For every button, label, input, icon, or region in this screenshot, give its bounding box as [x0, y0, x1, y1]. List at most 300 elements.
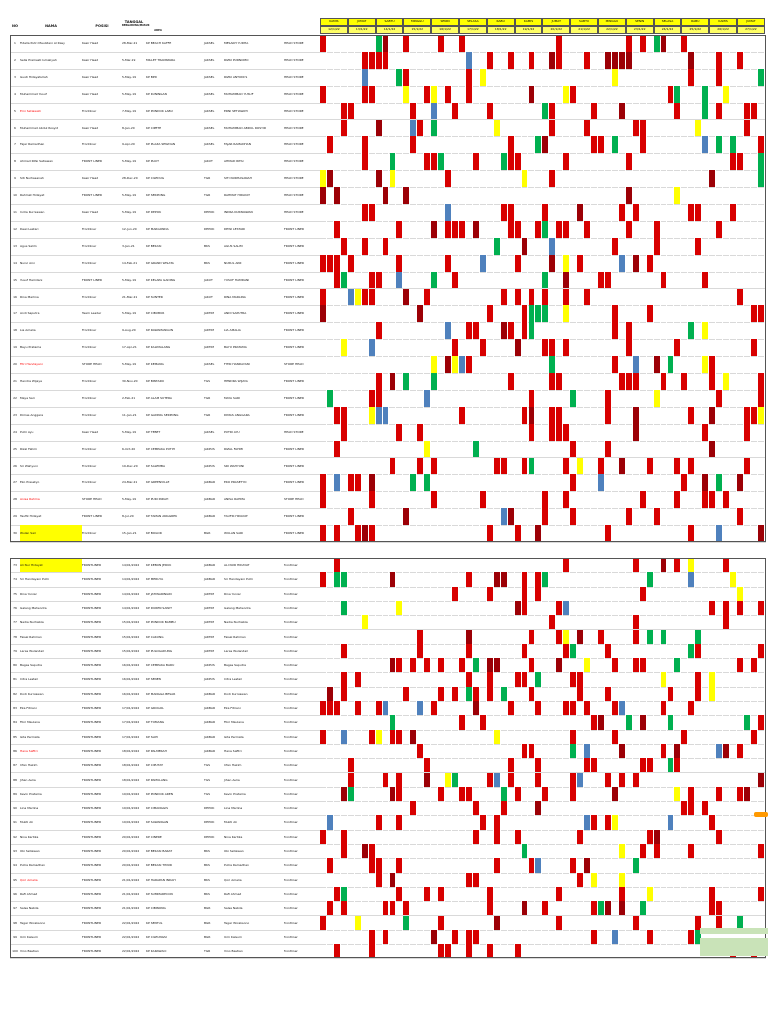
shift-cell[interactable] [619, 601, 626, 615]
shift-cell[interactable] [390, 390, 397, 407]
shift-cell[interactable] [563, 136, 570, 153]
shift-cell[interactable] [327, 615, 334, 629]
shift-cell[interactable] [688, 672, 695, 686]
shift-cell[interactable] [695, 170, 702, 187]
shift-cell[interactable] [403, 687, 410, 701]
shift-cell[interactable] [542, 69, 549, 86]
shift-cell[interactable] [563, 305, 570, 322]
shift-cell[interactable] [619, 170, 626, 187]
shift-cell[interactable] [744, 255, 751, 272]
shift-cell[interactable] [487, 69, 494, 86]
shift-cell[interactable] [494, 730, 501, 744]
shift-cell[interactable] [515, 103, 522, 120]
shift-cell[interactable] [508, 730, 515, 744]
shift-cell[interactable] [570, 887, 577, 901]
shift-cell[interactable] [501, 339, 508, 356]
shift-cell[interactable] [598, 153, 605, 170]
shift-cell[interactable] [403, 525, 410, 542]
shift-cell[interactable] [626, 52, 633, 69]
shift-cell[interactable] [668, 322, 675, 339]
shift-cell[interactable] [396, 572, 403, 586]
shift-cell[interactable] [445, 458, 452, 475]
shift-cell[interactable] [369, 339, 376, 356]
shift-cell[interactable] [612, 687, 619, 701]
shift-cell[interactable] [508, 204, 515, 221]
shift-cell[interactable] [654, 120, 661, 137]
shift-cell[interactable] [515, 204, 522, 221]
shift-cell[interactable] [431, 255, 438, 272]
shift-cell[interactable] [320, 255, 327, 272]
shift-cell[interactable] [410, 153, 417, 170]
shift-cell[interactable] [584, 390, 591, 407]
shift-cell[interactable] [605, 758, 612, 772]
shift-cell[interactable] [466, 773, 473, 787]
shift-cell[interactable] [647, 120, 654, 137]
shift-cell[interactable] [668, 69, 675, 86]
shift-cell[interactable] [480, 407, 487, 424]
shift-cell[interactable] [640, 701, 647, 715]
shift-cell[interactable] [709, 458, 716, 475]
shift-cell[interactable] [723, 508, 730, 525]
table-row[interactable] [10, 844, 766, 859]
shift-cell[interactable] [452, 758, 459, 772]
shift-cell[interactable] [737, 458, 744, 475]
shift-cell[interactable] [674, 858, 681, 872]
shift-cell[interactable] [730, 572, 737, 586]
shift-cell[interactable] [709, 630, 716, 644]
shift-cell[interactable] [758, 644, 765, 658]
shift-cell[interactable] [674, 687, 681, 701]
shift-cell[interactable] [452, 153, 459, 170]
shift-cell[interactable] [584, 672, 591, 686]
shift-cell[interactable] [758, 558, 765, 572]
shift-cell[interactable] [383, 525, 390, 542]
shift-cell[interactable] [647, 136, 654, 153]
shift-cell[interactable] [452, 170, 459, 187]
shift-cell[interactable] [355, 441, 362, 458]
shift-cell[interactable] [654, 715, 661, 729]
shift-cell[interactable] [702, 373, 709, 390]
shift-cell[interactable] [522, 52, 529, 69]
shift-cell[interactable] [480, 630, 487, 644]
shift-cell[interactable] [598, 508, 605, 525]
shift-cell[interactable] [668, 238, 675, 255]
shift-cell[interactable] [390, 69, 397, 86]
shift-cell[interactable] [668, 424, 675, 441]
shift-cell[interactable] [570, 587, 577, 601]
shift-cell[interactable] [334, 187, 341, 204]
shift-cell[interactable] [459, 69, 466, 86]
shift-cell[interactable] [709, 52, 716, 69]
shift-cell[interactable] [480, 390, 487, 407]
shift-cell[interactable] [466, 373, 473, 390]
shift-cell[interactable] [383, 801, 390, 815]
shift-cell[interactable] [529, 930, 536, 944]
shift-cell[interactable] [570, 644, 577, 658]
shift-cell[interactable] [723, 255, 730, 272]
shift-cell[interactable] [438, 136, 445, 153]
shift-cell[interactable] [647, 474, 654, 491]
shift-cell[interactable] [445, 687, 452, 701]
shift-cell[interactable] [445, 787, 452, 801]
shift-cell[interactable] [501, 630, 508, 644]
shift-cell[interactable] [751, 390, 758, 407]
shift-cell[interactable] [473, 424, 480, 441]
shift-cell[interactable] [674, 730, 681, 744]
shift-cell[interactable] [355, 69, 362, 86]
shift-cell[interactable] [403, 255, 410, 272]
shift-cell[interactable] [702, 69, 709, 86]
shift-cell[interactable] [556, 373, 563, 390]
shift-cell[interactable] [695, 474, 702, 491]
shift-cell[interactable] [494, 744, 501, 758]
shift-cell[interactable] [737, 35, 744, 52]
shift-cell[interactable] [396, 204, 403, 221]
shift-cell[interactable] [417, 916, 424, 930]
shift-cell[interactable] [452, 901, 459, 915]
shift-cell[interactable] [723, 339, 730, 356]
shift-cell[interactable] [480, 701, 487, 715]
shift-cell[interactable] [758, 120, 765, 137]
shift-cell[interactable] [501, 744, 508, 758]
shift-cell[interactable] [383, 944, 390, 958]
shift-cell[interactable] [681, 103, 688, 120]
shift-cell[interactable] [410, 558, 417, 572]
shift-cell[interactable] [515, 322, 522, 339]
shift-cell[interactable] [730, 187, 737, 204]
shift-cell[interactable] [410, 221, 417, 238]
shift-cell[interactable] [452, 916, 459, 930]
shift-cell[interactable] [570, 407, 577, 424]
shift-cell[interactable] [716, 86, 723, 103]
shift-cell[interactable] [612, 944, 619, 958]
shift-cell[interactable] [591, 744, 598, 758]
shift-cell[interactable] [716, 69, 723, 86]
shift-cell[interactable] [584, 601, 591, 615]
shift-cell[interactable] [737, 424, 744, 441]
shift-cell[interactable] [640, 730, 647, 744]
shift-cell[interactable] [410, 52, 417, 69]
shift-cell[interactable] [709, 730, 716, 744]
shift-cell[interactable] [688, 744, 695, 758]
shift-cell[interactable] [549, 305, 556, 322]
shift-cell[interactable] [508, 525, 515, 542]
shift-cell[interactable] [431, 758, 438, 772]
shift-cell[interactable] [320, 187, 327, 204]
shift-cell[interactable] [626, 525, 633, 542]
shift-cell[interactable] [668, 474, 675, 491]
table-row[interactable] [10, 238, 766, 256]
shift-cell[interactable] [716, 508, 723, 525]
shift-cell[interactable] [709, 672, 716, 686]
shift-cell[interactable] [459, 170, 466, 187]
shift-cell[interactable] [744, 587, 751, 601]
shift-cell[interactable] [640, 644, 647, 658]
shift-cell[interactable] [640, 887, 647, 901]
shift-cell[interactable] [612, 730, 619, 744]
shift-cell[interactable] [466, 901, 473, 915]
shift-cell[interactable] [751, 69, 758, 86]
shift-cell[interactable] [702, 830, 709, 844]
shift-cell[interactable] [584, 801, 591, 815]
shift-cell[interactable] [563, 873, 570, 887]
shift-cell[interactable] [688, 458, 695, 475]
shift-cell[interactable] [494, 916, 501, 930]
shift-cell[interactable] [591, 255, 598, 272]
shift-cell[interactable] [390, 407, 397, 424]
shift-cell[interactable] [417, 815, 424, 829]
shift-cell[interactable] [674, 587, 681, 601]
shift-cell[interactable] [563, 830, 570, 844]
shift-cell[interactable] [584, 658, 591, 672]
table-row[interactable] [10, 916, 766, 931]
shift-cell[interactable] [529, 35, 536, 52]
shift-cell[interactable] [577, 221, 584, 238]
shift-cell[interactable] [334, 525, 341, 542]
shift-cell[interactable] [709, 615, 716, 629]
shift-cell[interactable] [661, 52, 668, 69]
shift-cell[interactable] [466, 701, 473, 715]
shift-cell[interactable] [459, 858, 466, 872]
shift-cell[interactable] [459, 615, 466, 629]
shift-cell[interactable] [390, 815, 397, 829]
shift-cell[interactable] [542, 916, 549, 930]
table-row[interactable] [10, 390, 766, 408]
shift-cell[interactable] [570, 773, 577, 787]
shift-cell[interactable] [730, 787, 737, 801]
shift-cell[interactable] [730, 407, 737, 424]
shift-cell[interactable] [744, 356, 751, 373]
shift-cell[interactable] [556, 52, 563, 69]
shift-cell[interactable] [508, 630, 515, 644]
shift-cell[interactable] [716, 801, 723, 815]
shift-cell[interactable] [751, 601, 758, 615]
shift-cell[interactable] [424, 170, 431, 187]
shift-cell[interactable] [730, 744, 737, 758]
shift-cell[interactable] [487, 170, 494, 187]
shift-cell[interactable] [723, 272, 730, 289]
shift-cell[interactable] [730, 170, 737, 187]
shift-cell[interactable] [584, 407, 591, 424]
shift-cell[interactable] [605, 458, 612, 475]
shift-cell[interactable] [744, 322, 751, 339]
shift-cell[interactable] [577, 916, 584, 930]
shift-cell[interactable] [758, 305, 765, 322]
shift-cell[interactable] [598, 844, 605, 858]
shift-cell[interactable] [619, 221, 626, 238]
shift-cell[interactable] [549, 630, 556, 644]
shift-cell[interactable] [626, 458, 633, 475]
shift-cell[interactable] [612, 887, 619, 901]
shift-cell[interactable] [410, 873, 417, 887]
shift-cell[interactable] [362, 322, 369, 339]
shift-cell[interactable] [383, 901, 390, 915]
shift-cell[interactable] [716, 289, 723, 306]
shift-cell[interactable] [709, 238, 716, 255]
shift-cell[interactable] [542, 672, 549, 686]
shift-cell[interactable] [598, 187, 605, 204]
shift-cell[interactable] [563, 120, 570, 137]
shift-cell[interactable] [619, 424, 626, 441]
shift-cell[interactable] [723, 221, 730, 238]
shift-cell[interactable] [535, 238, 542, 255]
shift-cell[interactable] [542, 221, 549, 238]
shift-cell[interactable] [508, 339, 515, 356]
shift-cell[interactable] [626, 730, 633, 744]
shift-cell[interactable] [487, 815, 494, 829]
shift-cell[interactable] [396, 187, 403, 204]
shift-cell[interactable] [674, 170, 681, 187]
shift-cell[interactable] [709, 658, 716, 672]
shift-cell[interactable] [716, 153, 723, 170]
shift-cell[interactable] [431, 844, 438, 858]
shift-cell[interactable] [459, 458, 466, 475]
shift-cell[interactable] [410, 758, 417, 772]
shift-cell[interactable] [431, 474, 438, 491]
shift-cell[interactable] [730, 525, 737, 542]
shift-cell[interactable] [320, 441, 327, 458]
shift-cell[interactable] [702, 356, 709, 373]
shift-cell[interactable] [695, 373, 702, 390]
shift-cell[interactable] [542, 744, 549, 758]
shift-cell[interactable] [688, 52, 695, 69]
shift-cell[interactable] [584, 858, 591, 872]
shift-cell[interactable] [424, 715, 431, 729]
shift-cell[interactable] [577, 873, 584, 887]
shift-cell[interactable] [445, 944, 452, 958]
shift-cell[interactable] [591, 715, 598, 729]
shift-cell[interactable] [466, 474, 473, 491]
shift-cell[interactable] [445, 744, 452, 758]
shift-cell[interactable] [744, 103, 751, 120]
shift-cell[interactable] [362, 615, 369, 629]
shift-cell[interactable] [473, 773, 480, 787]
shift-cell[interactable] [661, 170, 668, 187]
table-row[interactable] [10, 407, 766, 425]
shift-cell[interactable] [410, 801, 417, 815]
shift-cell[interactable] [661, 558, 668, 572]
shift-cell[interactable] [522, 424, 529, 441]
shift-cell[interactable] [424, 474, 431, 491]
shift-cell[interactable] [424, 901, 431, 915]
shift-cell[interactable] [508, 373, 515, 390]
shift-cell[interactable] [751, 658, 758, 672]
shift-cell[interactable] [577, 801, 584, 815]
shift-cell[interactable] [424, 407, 431, 424]
shift-cell[interactable] [612, 204, 619, 221]
shift-cell[interactable] [556, 103, 563, 120]
shift-cell[interactable] [584, 873, 591, 887]
shift-cell[interactable] [640, 187, 647, 204]
shift-cell[interactable] [549, 773, 556, 787]
shift-cell[interactable] [695, 630, 702, 644]
table-row[interactable] [10, 787, 766, 802]
shift-cell[interactable] [424, 601, 431, 615]
shift-cell[interactable] [584, 508, 591, 525]
shift-cell[interactable] [688, 441, 695, 458]
shift-cell[interactable] [362, 170, 369, 187]
shift-cell[interactable] [417, 930, 424, 944]
shift-cell[interactable] [563, 407, 570, 424]
shift-cell[interactable] [612, 815, 619, 829]
shift-cell[interactable] [584, 844, 591, 858]
shift-cell[interactable] [702, 474, 709, 491]
shift-cell[interactable] [605, 289, 612, 306]
shift-cell[interactable] [452, 687, 459, 701]
shift-cell[interactable] [480, 35, 487, 52]
shift-cell[interactable] [758, 322, 765, 339]
shift-cell[interactable] [327, 758, 334, 772]
shift-cell[interactable] [654, 86, 661, 103]
shift-cell[interactable] [591, 873, 598, 887]
shift-cell[interactable] [445, 572, 452, 586]
shift-cell[interactable] [431, 630, 438, 644]
shift-cell[interactable] [403, 441, 410, 458]
shift-cell[interactable] [355, 572, 362, 586]
shift-cell[interactable] [362, 930, 369, 944]
shift-cell[interactable] [591, 601, 598, 615]
shift-cell[interactable] [723, 103, 730, 120]
shift-cell[interactable] [695, 858, 702, 872]
shift-cell[interactable] [529, 458, 536, 475]
shift-cell[interactable] [688, 339, 695, 356]
shift-cell[interactable] [758, 525, 765, 542]
shift-cell[interactable] [480, 120, 487, 137]
shift-cell[interactable] [556, 801, 563, 815]
shift-cell[interactable] [431, 815, 438, 829]
shift-cell[interactable] [654, 758, 661, 772]
shift-cell[interactable] [424, 730, 431, 744]
shift-cell[interactable] [542, 773, 549, 787]
shift-cell[interactable] [320, 525, 327, 542]
shift-cell[interactable] [355, 587, 362, 601]
shift-cell[interactable] [535, 758, 542, 772]
shift-cell[interactable] [619, 52, 626, 69]
shift-cell[interactable] [355, 52, 362, 69]
shift-cell[interactable] [668, 887, 675, 901]
shift-cell[interactable] [466, 103, 473, 120]
shift-cell[interactable] [390, 844, 397, 858]
shift-cell[interactable] [758, 701, 765, 715]
shift-cell[interactable] [668, 508, 675, 525]
shift-cell[interactable] [598, 858, 605, 872]
shift-cell[interactable] [605, 773, 612, 787]
shift-cell[interactable] [501, 255, 508, 272]
shift-cell[interactable] [501, 758, 508, 772]
shift-cell[interactable] [494, 930, 501, 944]
shift-cell[interactable] [654, 944, 661, 958]
shift-cell[interactable] [341, 644, 348, 658]
shift-cell[interactable] [626, 830, 633, 844]
shift-cell[interactable] [403, 701, 410, 715]
shift-cell[interactable] [744, 601, 751, 615]
shift-cell[interactable] [362, 658, 369, 672]
shift-cell[interactable] [654, 52, 661, 69]
shift-cell[interactable] [466, 356, 473, 373]
shift-cell[interactable] [605, 52, 612, 69]
shift-cell[interactable] [626, 701, 633, 715]
shift-cell[interactable] [403, 204, 410, 221]
shift-cell[interactable] [473, 873, 480, 887]
shift-cell[interactable] [535, 170, 542, 187]
shift-cell[interactable] [459, 730, 466, 744]
shift-cell[interactable] [730, 238, 737, 255]
shift-cell[interactable] [327, 873, 334, 887]
shift-cell[interactable] [438, 289, 445, 306]
shift-cell[interactable] [577, 339, 584, 356]
shift-cell[interactable] [508, 35, 515, 52]
shift-cell[interactable] [369, 773, 376, 787]
